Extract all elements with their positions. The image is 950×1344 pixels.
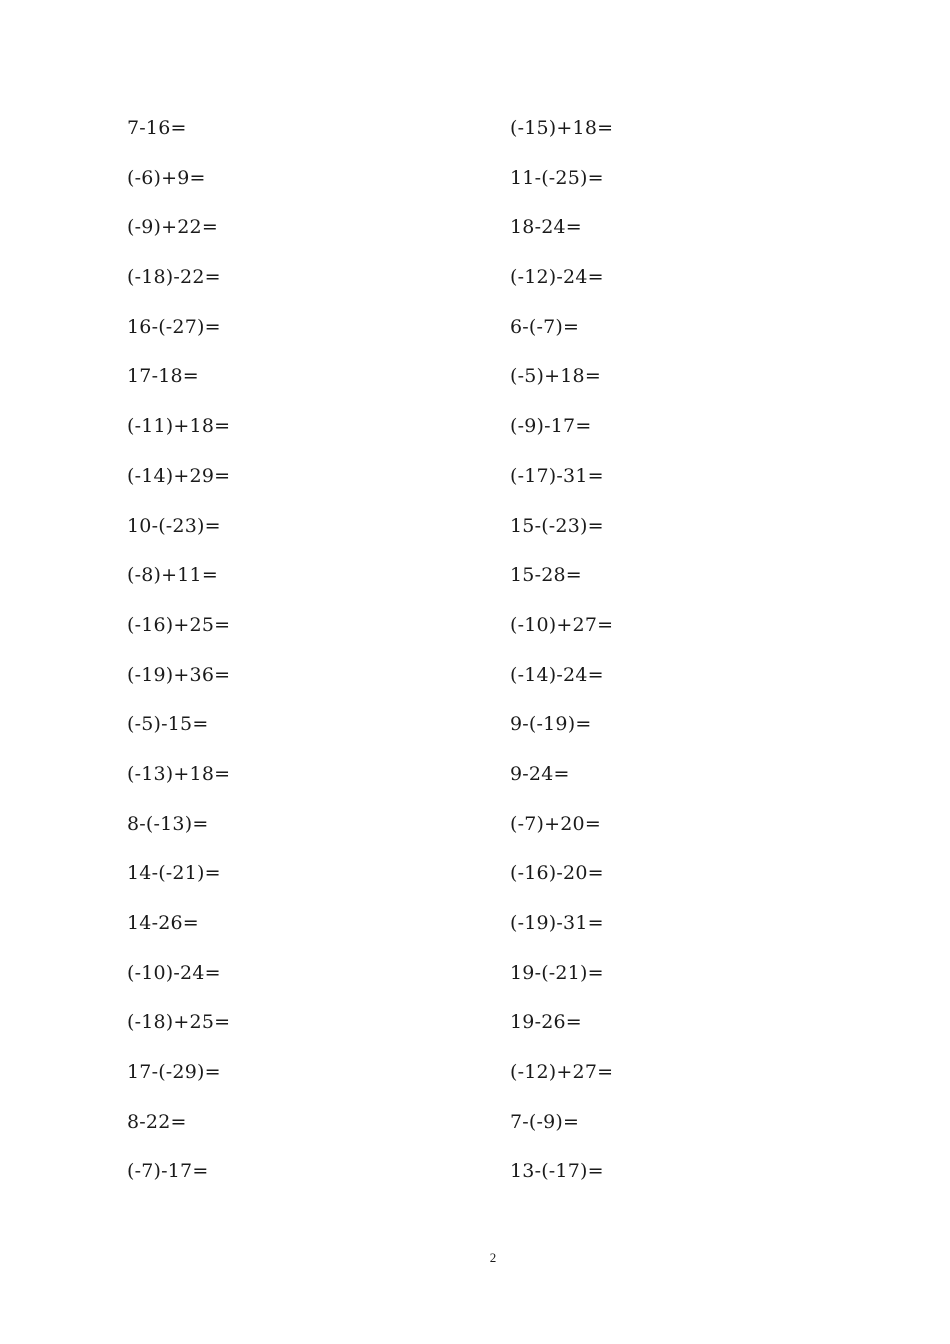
math-problem: (-13)+18= <box>127 762 231 785</box>
math-problem: (-8)+11= <box>127 564 218 587</box>
math-problem: (-9)+22= <box>127 216 218 239</box>
problems-right-column <box>510 104 830 1197</box>
math-problem: 9-24= <box>510 762 570 785</box>
math-problem: 8-22= <box>127 1110 187 1133</box>
math-problem: (-7)+20= <box>510 812 601 835</box>
math-problem: 7-16= <box>127 117 187 139</box>
math-problem: (-11)+18= <box>127 415 231 438</box>
math-problem: 6-(-7)= <box>510 315 580 338</box>
math-problem: (-10)-24= <box>127 961 221 984</box>
math-problem: 19-(-21)= <box>510 961 604 984</box>
math-problem: (-16)-20= <box>510 862 604 885</box>
math-problem: 16-(-27)= <box>127 315 221 338</box>
math-problem: (-10)+27= <box>510 613 614 636</box>
math-problem: (-18)+25= <box>127 1011 231 1034</box>
math-problem: 14-26= <box>127 912 199 934</box>
math-problem: 18-24= <box>510 216 582 239</box>
math-problem: 8-(-13)= <box>127 812 209 835</box>
math-problem: (-16)+25= <box>127 613 231 636</box>
math-problem: 14-(-21)= <box>127 862 221 885</box>
math-problem: 7-(-9)= <box>510 1110 580 1133</box>
math-problem: (-14)-24= <box>510 663 604 686</box>
math-problem: 13-(-17)= <box>510 1160 604 1183</box>
math-problem: (-7)-17= <box>127 1160 209 1183</box>
math-problem: (-18)-22= <box>127 266 221 289</box>
math-problem: 15-(-23)= <box>510 514 604 537</box>
math-problem: (-9)-17= <box>510 415 592 438</box>
math-problem: 17-18= <box>127 365 199 388</box>
math-problem: (-14)+29= <box>127 464 231 487</box>
math-problem: (-17)-31= <box>510 464 604 487</box>
math-problem: (-5)+18= <box>510 365 601 388</box>
math-problem: 11-(-25)= <box>510 166 604 189</box>
math-problem: (-19)-31= <box>510 912 604 934</box>
math-problem: 9-(-19)= <box>510 713 592 736</box>
math-problem: (-12)-24= <box>510 266 604 289</box>
math-problem: 19-26= <box>510 1011 582 1034</box>
math-problem: (-6)+9= <box>127 166 206 189</box>
math-problem: (-12)+27= <box>510 1061 614 1084</box>
math-problem: 10-(-23)= <box>127 514 221 537</box>
math-problem: (-5)-15= <box>127 713 209 736</box>
math-problem: (-19)+36= <box>127 663 231 686</box>
math-problem: 15-28= <box>510 564 582 587</box>
math-problem: 17-(-29)= <box>127 1061 221 1084</box>
problems-left-column <box>127 104 447 1197</box>
page-number: 2 <box>489 1250 497 1265</box>
math-problem: (-15)+18= <box>510 117 614 139</box>
